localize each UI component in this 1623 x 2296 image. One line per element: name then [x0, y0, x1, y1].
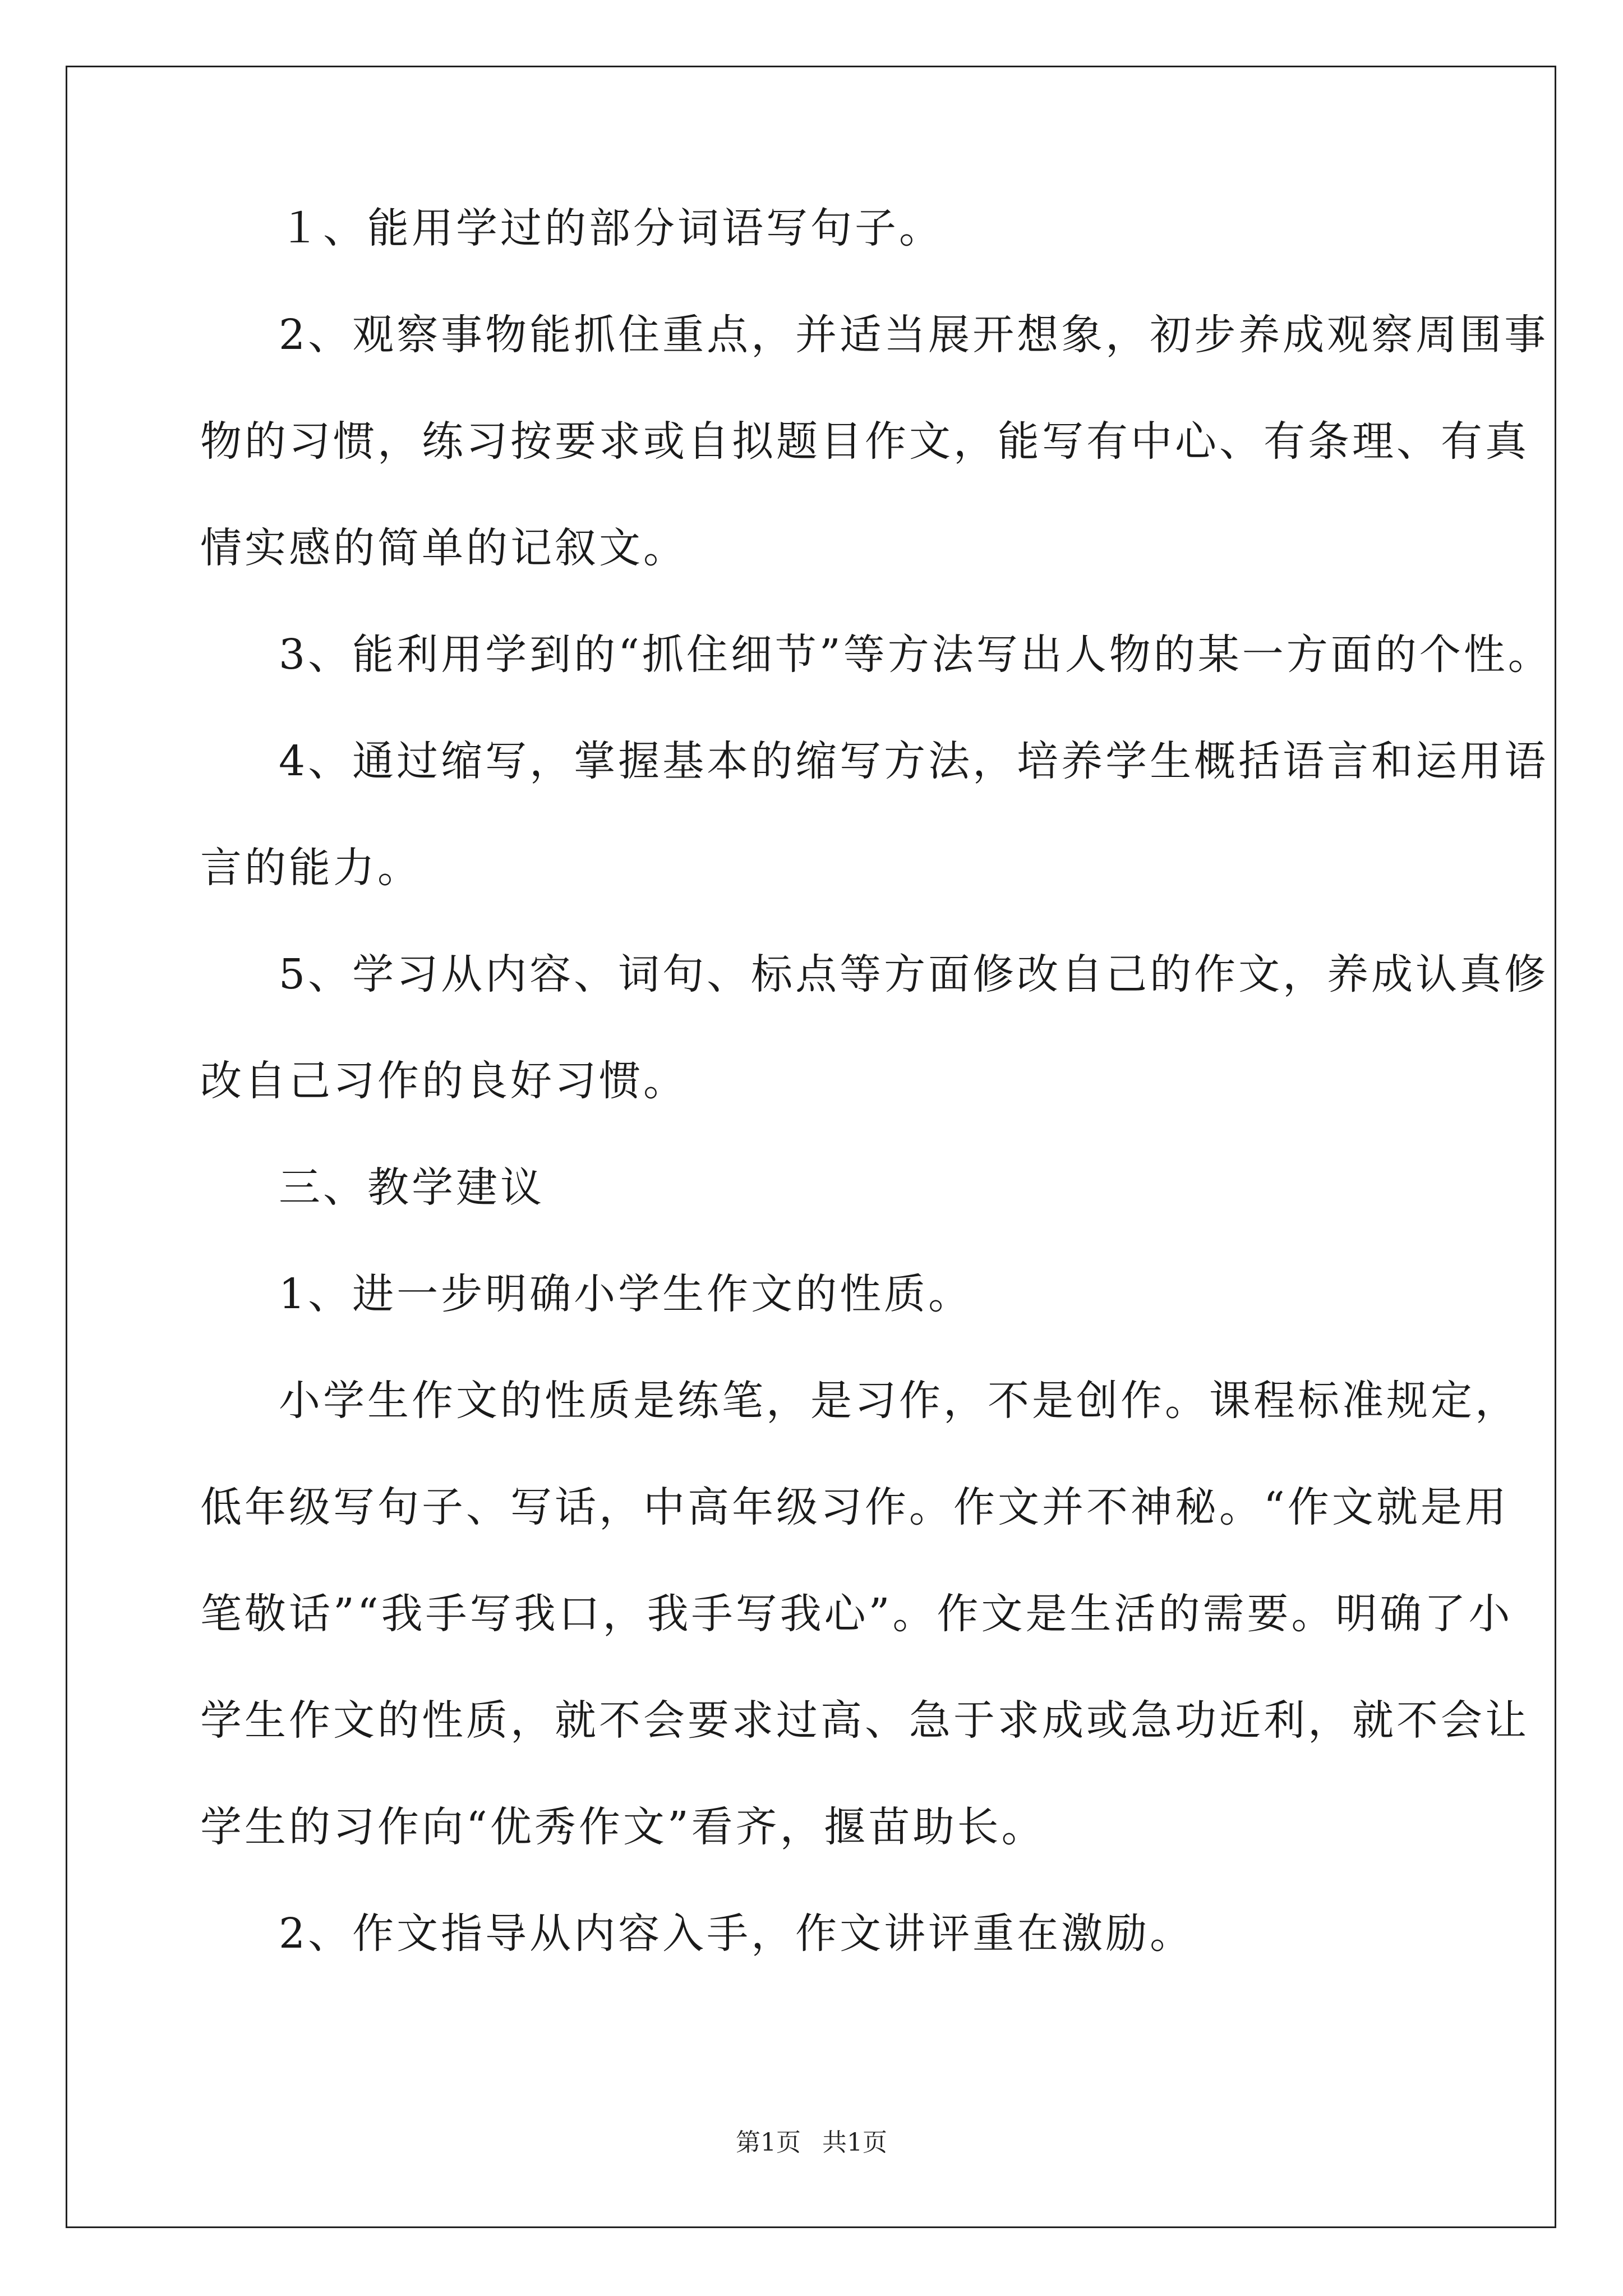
paragraph-line: 小学生作文的性质是练笔，是习作，不是创作。课程标准规定， [279, 1377, 1519, 1425]
page-footer [0, 2126, 1623, 2160]
page-number-current: 第1页 [736, 2128, 801, 2157]
page-number-total: 共1页 [822, 2128, 887, 2157]
paragraph-line: 笔敬话”“我手写我口，我手写我心”。作文是生活的需要。明确了小 [200, 1590, 1513, 1638]
paragraph-line: 1、进一步明确小学生作文的性质。 [279, 1270, 973, 1318]
paragraph-line: 2、观察事物能抓住重点，并适当展开想象，初步养成观察周围事 [279, 311, 1549, 359]
paragraph-line: 改自己习作的良好习惯。 [200, 1057, 688, 1105]
paragraph-line: 4、通过缩写，掌握基本的缩写方法，培养学生概括语言和运用语 [279, 737, 1549, 785]
paragraph-line: 2、作文指导从内容入手，作文讲评重在激励。 [279, 1910, 1195, 1958]
paragraph-line: 低年级写句子、写话，中高年级习作。作文并不神秘。“作文就是用 [200, 1483, 1509, 1531]
paragraph-line: 物的习惯，练习按要求或自拟题目作文，能写有中心、有条理、有真 [200, 417, 1529, 466]
paragraph-line: 言的能力。 [200, 844, 422, 892]
section-heading: 三、教学建议 [279, 1163, 545, 1212]
paragraph-line: 学生作文的性质，就不会要求过高、急于求成或急功近利，就不会让 [200, 1696, 1529, 1745]
paragraph-line: 情实感的简单的记叙文。 [200, 524, 688, 572]
paragraph-line: 5、学习从内容、词句、标点等方面修改自己的作文，养成认真修 [279, 950, 1549, 999]
paragraph-line: １、能用学过的部分词语写句子。 [279, 204, 943, 252]
page-border [66, 66, 1556, 2228]
paragraph-line: 学生的习作向“优秀作文”看齐，揠苗助长。 [200, 1803, 1046, 1851]
paragraph-line: 3、能利用学到的“抓住细节”等方法写出人物的某一方面的个性。 [279, 631, 1552, 679]
